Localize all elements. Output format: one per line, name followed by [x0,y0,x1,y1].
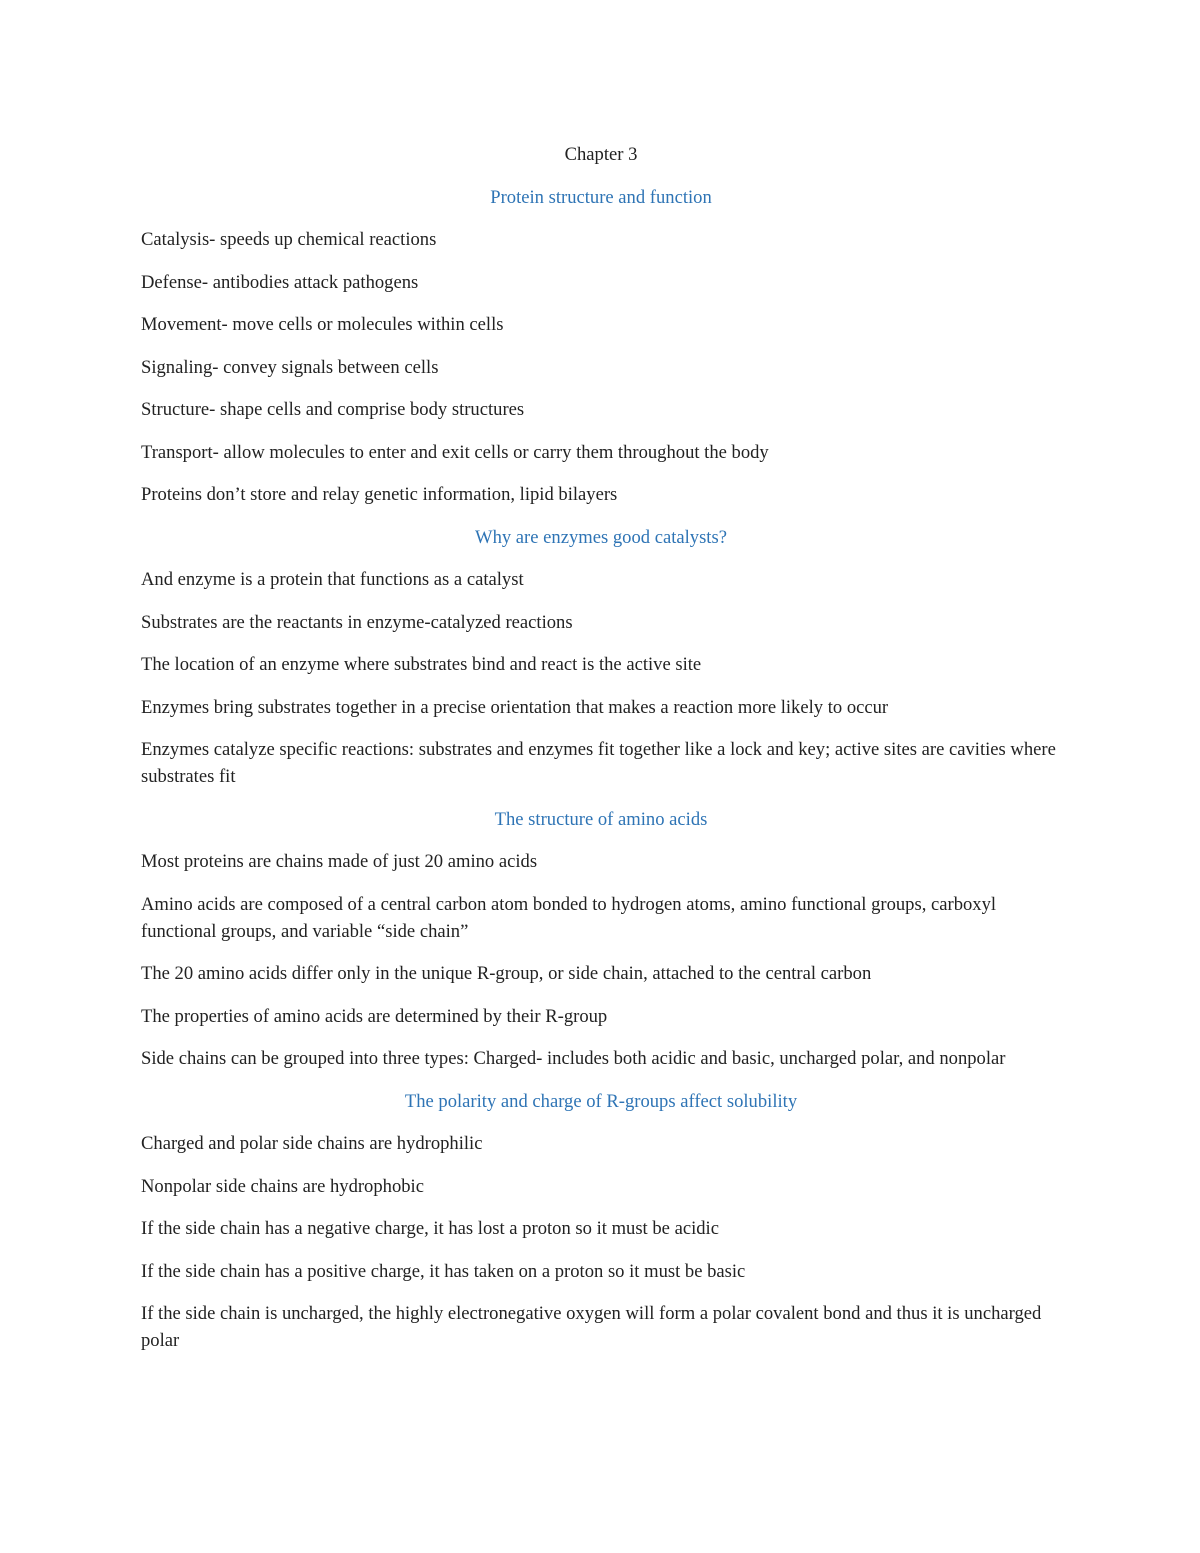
body-paragraph: If the side chain is uncharged, the highly electronegative oxygen will form a polar covalent bond and thus it is uncharged polar [141,1303,1042,1351]
body-paragraph: Defense- antibodies attack pathogens [141,271,419,293]
body-paragraph: Substrates are the reactants in enzyme-catalyzed reactions [141,611,573,633]
section-heading: The polarity and charge of R-groups affect solubility [404,1090,798,1112]
body-paragraph: The 20 amino acids differ only in the unique R-group, or side chain, attached to the central carbon [141,963,872,984]
document-content [141,141,1061,1370]
section-heading: The structure of amino acids [494,808,708,830]
section-heading: Protein structure and function [490,186,712,208]
body-paragraph: Signaling- convey signals between cells [141,356,439,378]
body-paragraph: Amino acids are composed of a central carbon atom bonded to hydrogen atoms, amino functional groups, carboxyl functional groups, and variable “side chain” [141,893,997,942]
chapter-title: Chapter 3 [564,144,638,165]
body-paragraph: If the side chain has a negative charge, it has lost a proton so it must be acidic [141,1218,719,1239]
body-paragraph: Structure- shape cells and comprise body structures [141,399,525,420]
body-paragraph: Catalysis- speeds up chemical reactions [141,229,437,250]
body-paragraph: Enzymes catalyze specific reactions: substrates and enzymes fit together like a lock and key; active sites are cavities where substrates fit [141,739,1056,787]
body-paragraph: Transport- allow molecules to enter and exit cells or carry them throughout the body [141,441,769,463]
body-paragraph: Nonpolar side chains are hydrophobic [141,1175,424,1197]
section-heading: Why are enzymes good catalysts? [475,526,727,548]
body-paragraph: Movement- move cells or molecules within cells [141,314,504,335]
body-paragraph: If the side chain has a positive charge, it has taken on a proton so it must be basic [141,1260,746,1282]
body-paragraph: Side chains can be grouped into three types: Charged- includes both acidic and basic, uncharged polar, and nonpolar [141,1048,1006,1069]
body-paragraph: And enzyme is a protein that functions as a catalyst [141,569,524,590]
body-paragraph: The properties of amino acids are determined by their R-group [141,1005,608,1027]
body-paragraph: Proteins don’t store and relay genetic information, lipid bilayers [141,484,618,505]
body-paragraph: Enzymes bring substrates together in a precise orientation that makes a reaction more likely to occur [141,696,889,718]
body-paragraph: Charged and polar side chains are hydrophilic [141,1133,483,1154]
body-paragraph: Most proteins are chains made of just 20 amino acids [141,851,538,872]
body-paragraph: The location of an enzyme where substrates bind and react is the active site [141,654,702,675]
